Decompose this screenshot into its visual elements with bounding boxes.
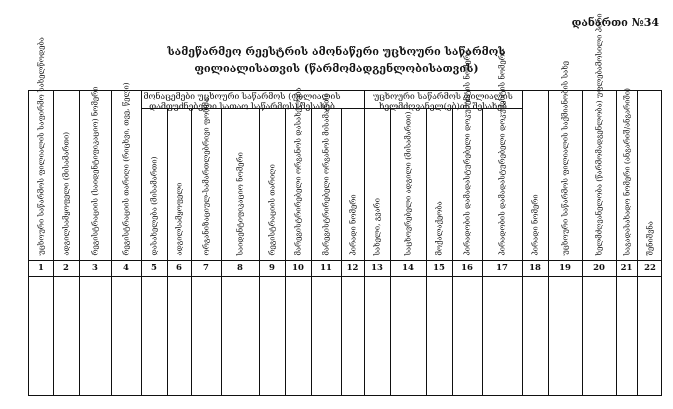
column-divider: [259, 108, 260, 395]
column-divider: [285, 108, 286, 395]
column-divider: [452, 108, 453, 395]
column-divider: [582, 91, 583, 395]
column-number-8: 8: [237, 263, 243, 273]
column-number-7: 7: [203, 263, 209, 273]
column-divider: [616, 91, 617, 395]
column-divider: [79, 91, 80, 395]
column-divider: [221, 108, 222, 395]
column-number-17: 17: [496, 263, 508, 273]
column-header-18: პირადი ნომერი: [530, 193, 540, 255]
group-header-head-enterprise: მონაცემები უცხოური საწარმოს (ფილიალის დამფუძნებელი სათაო საწარმოს) შესახებ: [143, 92, 341, 112]
column-header-19: უცხოური საწარმოს ფილიალის საქმიანობის სახე: [560, 60, 570, 255]
column-divider: [548, 91, 549, 395]
number-row-bottom-rule: [29, 276, 661, 277]
column-number-9: 9: [269, 263, 275, 273]
column-header-12: პირადი ნომერი: [348, 193, 357, 255]
column-header-2: ადგილსამყოფელი (მისამართი): [61, 131, 71, 255]
column-divider: [167, 108, 168, 395]
column-divider: [191, 108, 192, 395]
column-divider: [341, 108, 342, 395]
column-header-17: პირადობის დამადასტურებელი დოკუმენტის ნომერი: [497, 49, 507, 255]
column-number-15: 15: [433, 263, 445, 273]
column-divider: [637, 91, 638, 395]
column-number-20: 20: [593, 263, 605, 273]
column-number-3: 3: [92, 263, 98, 273]
column-number-4: 4: [123, 263, 129, 273]
column-number-1: 1: [38, 263, 44, 273]
column-number-14: 14: [402, 263, 414, 273]
column-number-21: 21: [620, 263, 633, 273]
column-number-2: 2: [63, 263, 69, 273]
title-line-2: ფილიალისათვის (წარმომადგენლობისათვის): [194, 62, 479, 75]
column-number-19: 19: [559, 263, 571, 273]
group-header-rule-1: [141, 108, 364, 109]
column-divider: [53, 91, 54, 395]
column-header-9: რეგისტრაციის თარიღი: [267, 163, 277, 255]
column-header-11: მარეგისტრირებელი ორგანოს მისამართი: [321, 92, 331, 255]
column-number-16: 16: [461, 263, 473, 273]
column-header-10: მარეგისტრირებელი ორგანოს დასახელება: [293, 86, 303, 255]
column-header-16: პირადობის დამადასტურებელი დოკუმენტის ნომერი: [462, 49, 472, 255]
column-number-6: 6: [176, 263, 182, 273]
column-number-12: 12: [346, 263, 359, 273]
column-header-21: საგადასახადო ნომერი (ანგარიშ/ანგარიში): [622, 87, 631, 255]
column-divider: [364, 91, 365, 395]
column-divider: [311, 108, 312, 395]
column-header-22: შენიშვნა: [645, 220, 655, 255]
column-header-13: სახელი, გვარი: [372, 197, 382, 255]
document-title: [0, 43, 673, 77]
group-header-branch-heads: უცხოური საწარმოს ფილიალის ხელმძღვანელ(ებ)ის შესახებ: [373, 92, 513, 112]
column-header-8: საიდენტიფიკაციო ნომერი: [235, 151, 245, 255]
column-divider: [111, 91, 112, 395]
column-number-10: 10: [292, 263, 304, 273]
column-divider: [522, 91, 523, 395]
column-number-18: 18: [529, 263, 541, 273]
column-number-5: 5: [151, 263, 157, 273]
column-header-1: უცხოური საწარმოს ფილიალის საფირმო სახელწოდება: [36, 36, 46, 255]
column-header-6: ადგილსამყოფელი: [174, 182, 184, 255]
column-divider: [141, 91, 142, 395]
column-header-20: ხელმძღვანელობა (წარმომადგენლობა) უფლებამოსილი პირი: [594, 12, 604, 255]
column-header-3: რეგისტრაციის (საიდენტიფიკაციო) ნომერი: [90, 86, 100, 255]
column-header-7: ორგანიზაციულ-სამართლებრივი ფორმა: [201, 97, 211, 255]
column-header-14: საცხოვრებელი ადგილი (მისამართი): [403, 111, 413, 255]
title-line-1: სამეწარმეო რეესტრის ამონაწერი უცხოური საწარმოს: [167, 45, 506, 58]
column-number-11: 11: [320, 263, 332, 273]
column-header-4: რეგისტრაციის თარიღი (რიცხვი, თვე, წელი): [121, 81, 131, 255]
column-header-15: მოქალაქეობა: [434, 200, 444, 255]
annex-number: დანართი №34: [571, 16, 659, 29]
column-divider: [426, 108, 427, 395]
column-divider: [390, 108, 391, 395]
column-divider: [482, 108, 483, 395]
column-number-22: 22: [644, 263, 656, 273]
column-number-13: 13: [371, 263, 383, 273]
column-header-5: დასახელება (მისამართი): [149, 156, 159, 255]
